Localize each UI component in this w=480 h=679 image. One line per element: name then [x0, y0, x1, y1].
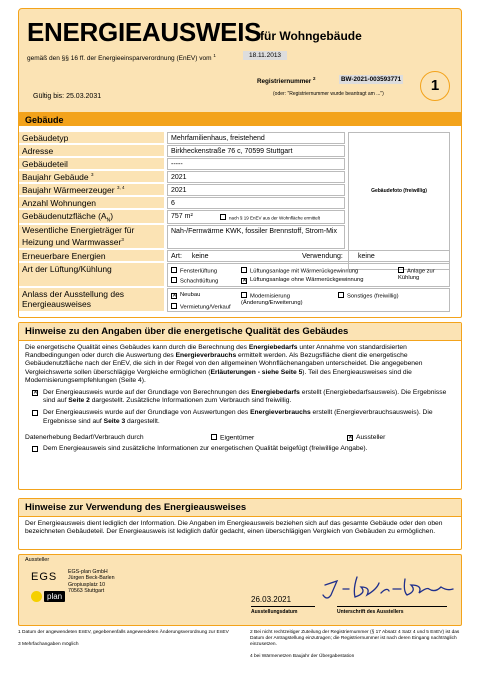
law-date: 18.11.2013 — [243, 51, 287, 60]
issuer-signature — [319, 573, 459, 603]
issuer-logo-text: EGS — [31, 571, 58, 583]
footnote-3: 3 Mehrfachangaben möglich — [18, 642, 79, 647]
building-section-title: Gebäude — [19, 113, 461, 126]
usage-notes-text: Der Energieausweis dient lediglich der Information. Die Angaben im Energieausweis beziehen sich auf das gesamte Gebäude oder den oben bezeichneten Gebäudeteil. Der Energieausweis ist lediglich dafür gedacht, einen überschlägigen Vergleich von Gebäuden zu ermöglichen. — [25, 520, 443, 536]
collector-issuer-option[interactable]: ✕ Aussteller — [348, 433, 386, 442]
consumption-certificate-option[interactable]: Der Energieausweis wurde auf der Grundlage von Auswertungen des Energieverbrauchs erstellt (Energieverbrauchsausweis). Die Ergebnisse sind auf Seite 3 dargestellt. — [25, 409, 455, 425]
apartments-label: Anzahl Wohnungen — [19, 197, 164, 209]
issuer-logo-plan: plan — [44, 591, 65, 602]
issue-reason-label: Anlass der Ausstellung des Energieausweises — [19, 288, 164, 312]
issuer-section — [18, 554, 462, 626]
building-type-value: Mehrfamilienhaus, freistehend — [167, 132, 345, 144]
reason-option-other[interactable]: Sonstiges (freiwillig) — [338, 292, 399, 300]
footnote-2: 2 Bei nicht rechtzeitiger Zuteilung der Registriernummer (§ 17 Absatz 4 Satz 4 und 5 EnEV) ist das Datum der Antragstellung einzutragen; die Registriernummer ist nach deren Eingang nachträglich einzusetzen. — [250, 630, 460, 647]
quality-notes-text: Die energetische Qualität eines Gebäudes kann durch die Berechnung des Energiebedarfs unter Annahme von standardisierten Randbedingungen oder durch die Auswertung des Energieverbrauchs ermittelt werden. Als Bezugsfläche dient die energetische Gebäudenutzfläche nach der EnEV, die sich in der Regel von den allgemeinen Wohnflächenangaben unterscheidet. Die angegebenen Vergleichswerte sollen überschlägige Vergleiche ermöglichen (Erläuterungen - siehe Seite 5). Teil des Energieausweises sind die Modernisierungsempfehlungen (Seite 4). ✕ Der Energieausweis wurde auf der Grundlage von Berechnungen des Energiebedarfs erstellt (Energiebedarfsausweis). Die Ergebnisse sind auf Seite 2 dargestellt. Zusätzliche Informationen zum Verbrauch sind freiwillig. Der Energieausweis wurde auf der Grundlage von Auswertungen des Energieverbrauchs erstellt (Energieverbrauchsausweis). Die Ergebnisse sind auf Seite 3 dargestellt. Datenerhebung Bedarf/Verbrauch durch Eigentümer ✕ Aussteller Dem Energieausweis sind zusätzliche Informationen zur energetischen Qualität beigefügt (freiwillige Angabe). — [19, 341, 461, 456]
ventilation-options — [167, 263, 450, 287]
valid-until: Gültig bis: 25.03.2031 — [33, 93, 102, 100]
issue-date: 26.03.2021 — [251, 595, 292, 604]
quality-notes-box — [18, 322, 462, 490]
vent-option-window[interactable]: Fensterlüftung — [171, 267, 217, 275]
building-photo-placeholder: Gebäudefoto (freiwillig) — [348, 132, 450, 270]
construction-year-value: 2021 — [167, 171, 345, 183]
renewable-energy-label: Erneuerbare Energien — [19, 250, 164, 262]
building-part-label: Gebäudeteil — [19, 158, 164, 170]
address-label: Adresse — [19, 145, 164, 157]
law-reference: gemäß den §§ 16 ff. der Energieeinsparverordnung (EnEV) vom $^1$ — [27, 53, 216, 63]
page-number-badge: 1 — [420, 71, 450, 101]
energy-carrier-value: Nah-/Fernwärme KWK, fossiler Brennstoff, Strom-Mix — [167, 225, 345, 249]
demand-certificate-option[interactable]: ✕ Der Energieausweis wurde auf der Grundlage von Berechnungen des Energiebedarfs erstellt (Energiebedarfsausweis). Die Ergebnisse sind auf Seite 2 dargestellt. Zusätzliche Informationen zum Verbrauch sind freiwillig. — [33, 389, 447, 405]
footnote-4: 4 bei Wärmenetzen Baujahr der Übergabestation — [250, 654, 355, 659]
ventilation-label: Art der Lüftung/Kühlung — [19, 263, 164, 287]
vent-option-no-heat-recovery[interactable]: ✕ Lüftungsanlage ohne Wärmerückgewinnung — [242, 277, 364, 284]
issue-date-label: Ausstellungsdatum — [251, 606, 315, 615]
building-section — [18, 112, 462, 318]
signature-label: Unterschrift des Ausstellers — [337, 606, 447, 615]
renewable-energy-value: Art: keine Verwendung: keine — [167, 250, 450, 262]
issue-reason-options — [167, 288, 450, 312]
collector-owner-option[interactable]: Eigentümer — [211, 434, 254, 443]
registration-number: BW-2021-003593771 — [341, 76, 402, 83]
reason-option-rental-sale[interactable]: Vermietung/Verkauf — [171, 303, 231, 311]
registration-note: (oder: "Registriernummer wurde beantragt am ...") — [273, 91, 384, 97]
footnote-1: 1 Datum der angewendeten EnEV, gegebenenfalls angewendeten Änderungsverordnung zur EnEV — [18, 630, 229, 635]
issuer-logo-dot — [31, 591, 42, 602]
issuer-address: EGS-plan GmbH Jürgen Beck-Barlen Gropiusplatz 10 70563 Stuttgart — [68, 569, 115, 594]
vent-option-heat-recovery[interactable]: Lüftungsanlage mit Wärmerückgewinnung — [241, 267, 358, 275]
certificate-header — [18, 8, 462, 122]
quality-notes-title: Hinweise zu den Angaben über die energetische Qualität des Gebäudes — [19, 323, 461, 341]
heat-generator-year-value: 2021 — [167, 184, 345, 196]
heat-generator-year-label: Baujahr Wärmeerzeuger $^{3, 4}$ — [19, 184, 164, 196]
reason-option-modernization[interactable]: Modernisierung (Änderung/Erweiterung) — [241, 293, 303, 306]
building-type-label: Gebäudetyp — [19, 132, 164, 144]
usable-area-label: Gebäudenutzfläche $(A_N)$ — [19, 210, 164, 224]
vent-option-shaft[interactable]: Schachtlüftung — [171, 277, 218, 285]
vent-option-cooling[interactable]: Anlage zur Kühlung — [398, 268, 435, 281]
data-collection-row: Datenerhebung Bedarf/Verbrauch durch Eigentümer ✕ Aussteller — [25, 433, 386, 442]
energy-certificate-page — [18, 8, 462, 670]
document-subtitle: für Wohngebäude — [260, 29, 362, 43]
usage-notes-box — [18, 498, 462, 550]
registration-label: Registriernummer $^2$ — [257, 76, 316, 86]
usable-area-value: 757 m² nach § 19 EnEV aus der Wohnfläche ermittelt — [167, 210, 345, 224]
address-value: Birkheckenstraße 76 c, 70599 Stuttgart — [167, 145, 345, 157]
construction-year-label: Baujahr Gebäude $^3$ — [19, 171, 164, 183]
document-title: ENERGIEAUSWEIS — [27, 17, 262, 47]
additional-info-option[interactable]: Dem Energieausweis sind zusätzliche Informationen zur energetischen Qualität beigefügt (freiwillige Angabe). — [25, 445, 455, 453]
usage-notes-title: Hinweise zur Verwendung des Energieausweises — [19, 499, 461, 517]
building-part-value: ----- — [167, 158, 345, 170]
reason-option-new-building[interactable]: ✕ Neubau — [172, 292, 201, 299]
energy-carrier-label: Wesentliche Energieträger für Heizung und Warmwasser$^3$ — [19, 225, 164, 249]
issuer-label: Aussteller — [25, 557, 50, 563]
apartments-value: 6 — [167, 197, 345, 209]
